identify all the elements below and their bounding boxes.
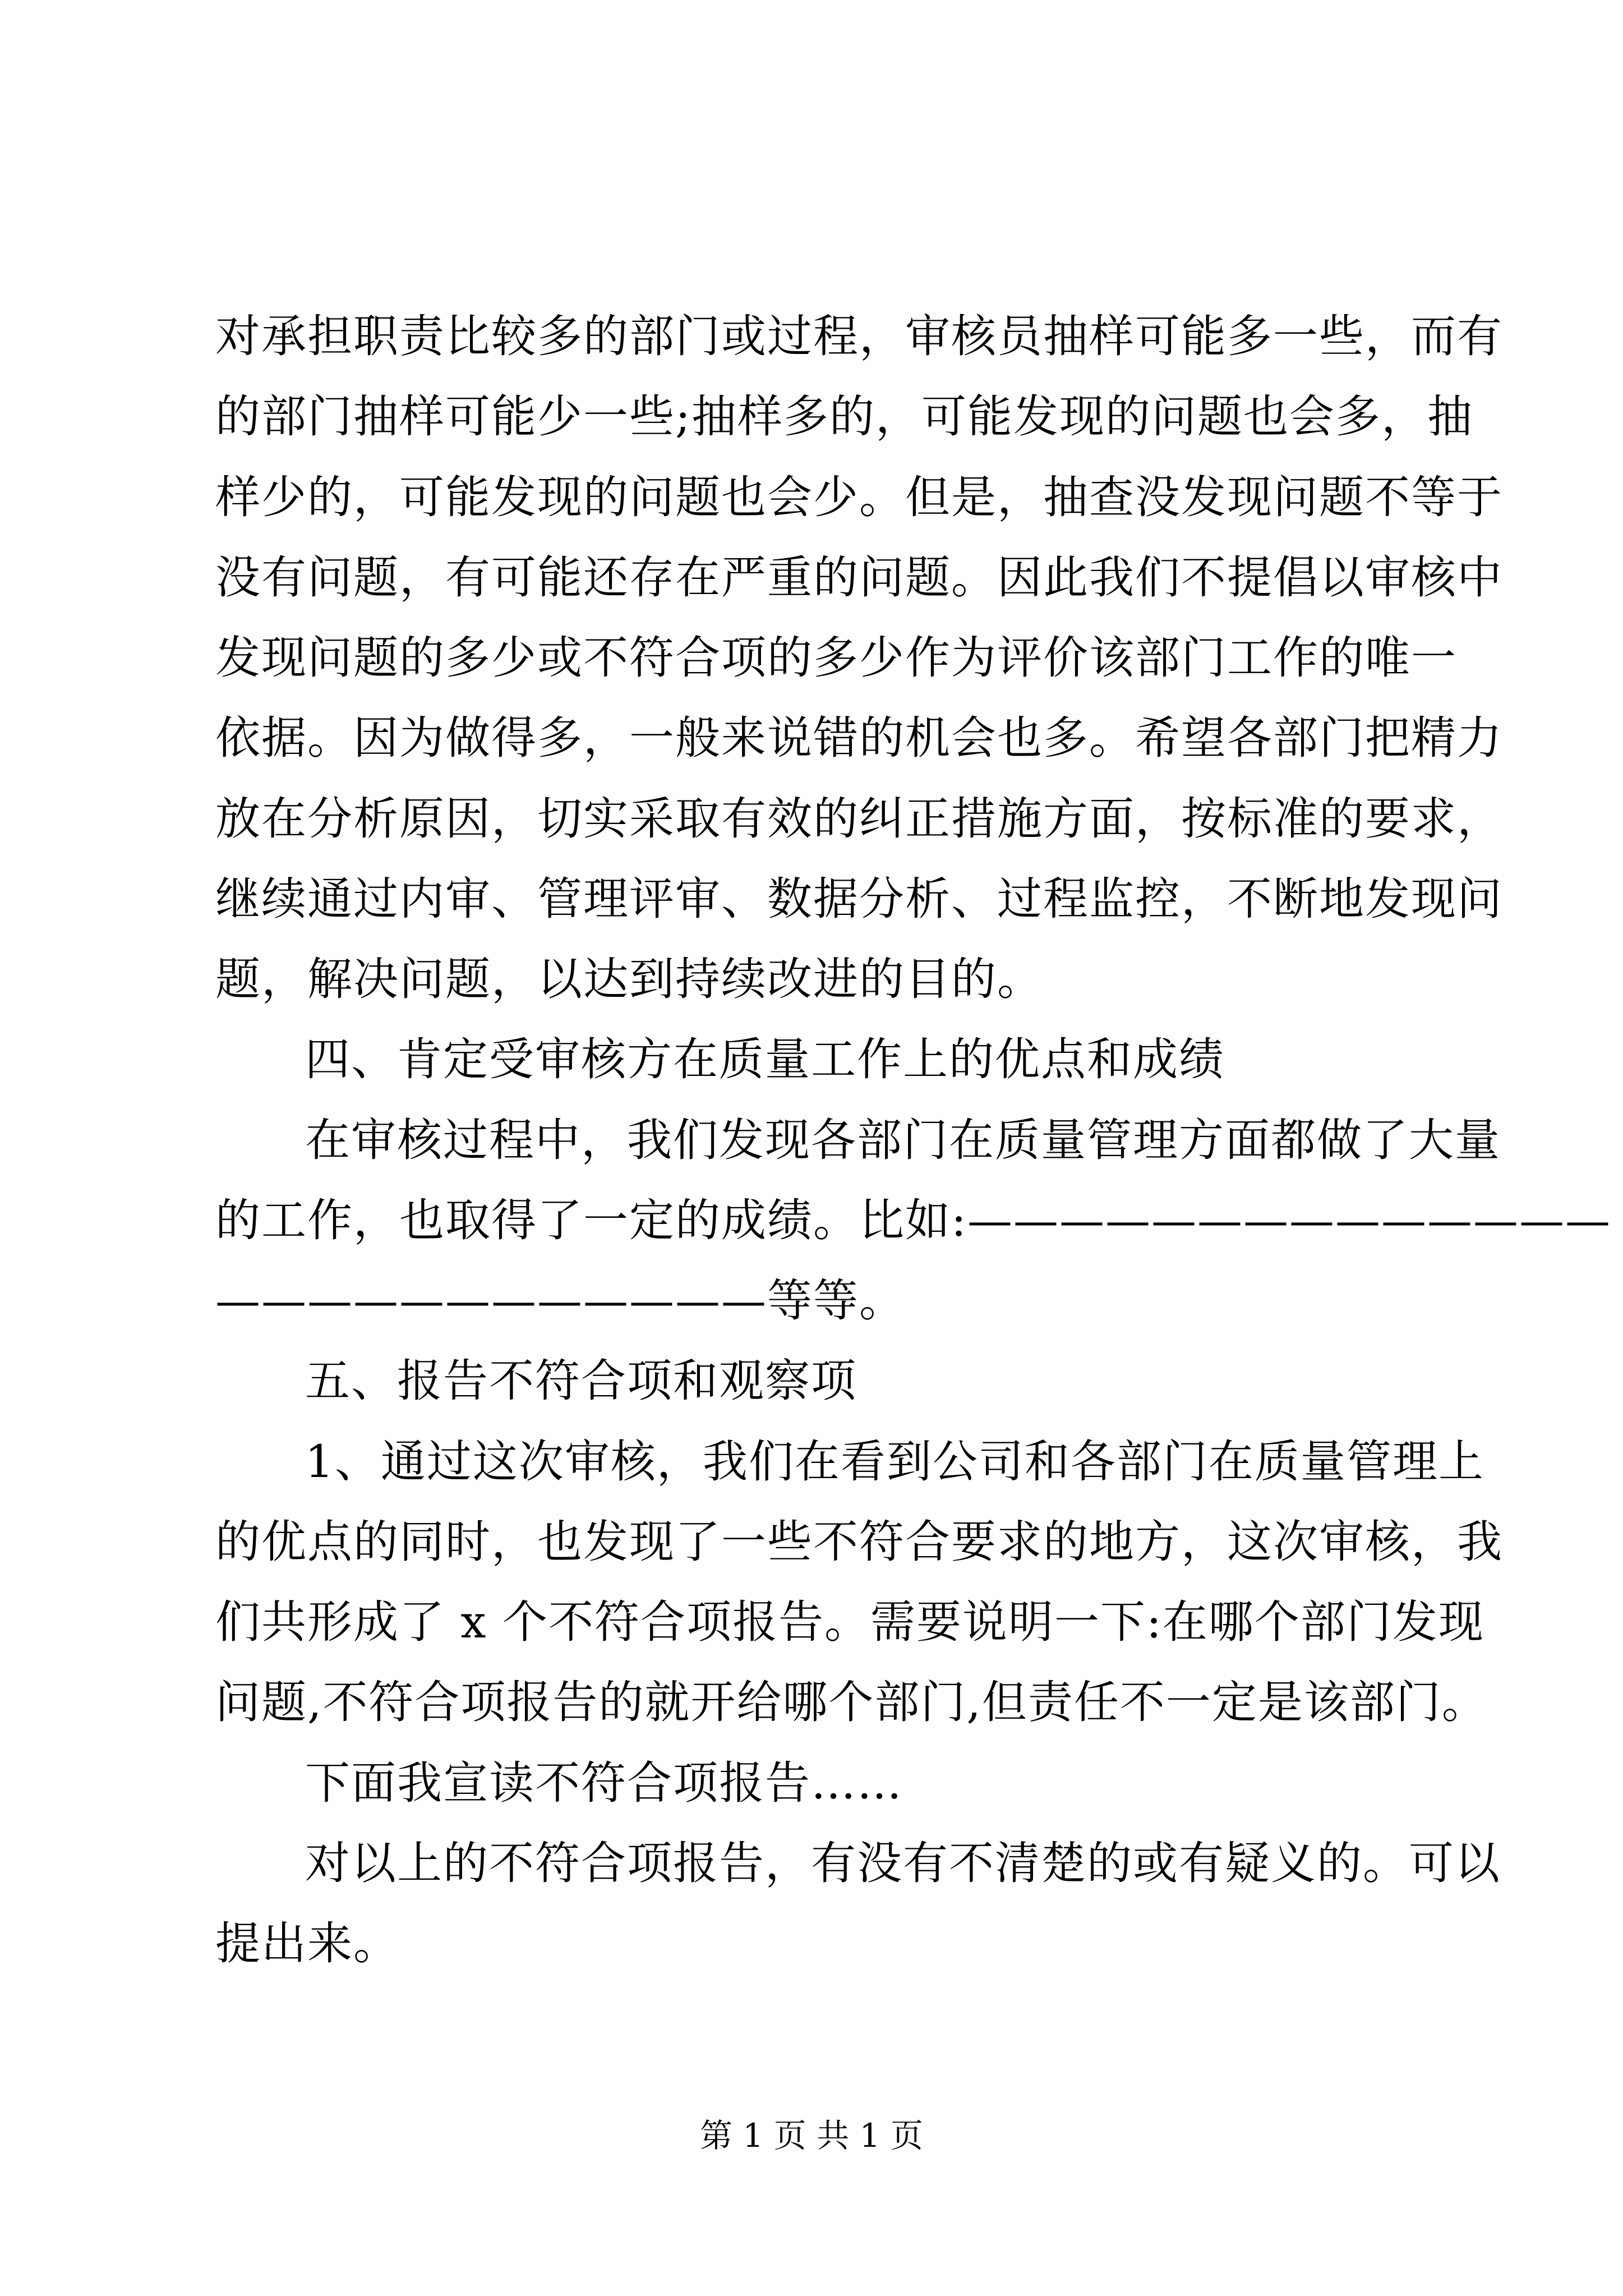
body-line: 在审核过程中，我们发现各部门在质量管理方面都做了大量 — [305, 1114, 1501, 1166]
section-heading: 五、报告不符合项和观察项 — [305, 1355, 857, 1407]
body-line: 没有问题，有可能还存在严重的问题。因此我们不提倡以审核中 — [215, 551, 1503, 604]
page-footer: 第 1 页 共 1 页 — [700, 2116, 923, 2155]
body-line: 们共形成了 x 个不符合项报告。需要说明一下:在哪个部门发现 — [215, 1596, 1484, 1648]
body-line: 发现问题的多少或不符合项的多少作为评价该部门工作的唯一 — [215, 632, 1457, 684]
body-line: 1、通过这次审核，我们在看到公司和各部门在质量管理上 — [305, 1435, 1484, 1488]
body-line: 题，解决问题，以达到持续改进的目的。 — [215, 953, 1043, 1005]
body-line: 问题,不符合项报告的就开给哪个部门,但责任不一定是该部门。 — [215, 1676, 1488, 1728]
body-line: 对承担职责比较多的部门或过程，审核员抽样可能多一些，而有 — [215, 310, 1503, 362]
body-line: 依据。因为做得多，一般来说错的机会也多。希望各部门把精力 — [215, 712, 1503, 764]
body-line: 对以上的不符合项报告，有没有不清楚的或有疑义的。可以 — [305, 1837, 1501, 1889]
body-line: 下面我宣读不符合项报告…… — [305, 1757, 903, 1809]
section-heading: 四、肯定受审核方在质量工作上的优点和成绩 — [305, 1033, 1225, 1085]
body-line: 的优点的同时，也发现了一些不符合要求的地方，这次审核，我 — [215, 1516, 1503, 1568]
body-line: 继续通过内审、管理评审、数据分析、过程监控，不断地发现问 — [215, 873, 1503, 925]
body-line: 的部门抽样可能少一些;抽样多的，可能发现的问题也会多，抽 — [215, 390, 1473, 443]
body-line: 的工作，也取得了一定的成绩。比如:—————————————— — [215, 1194, 1611, 1246]
body-line: ————————————等等。 — [215, 1274, 905, 1327]
body-line: 放在分析原因，切实采取有效的纠正措施方面，按标准的要求， — [215, 793, 1503, 845]
body-line: 样少的，可能发现的问题也会少。但是，抽查没发现问题不等于 — [215, 471, 1503, 523]
body-line: 提出来。 — [215, 1917, 399, 1970]
